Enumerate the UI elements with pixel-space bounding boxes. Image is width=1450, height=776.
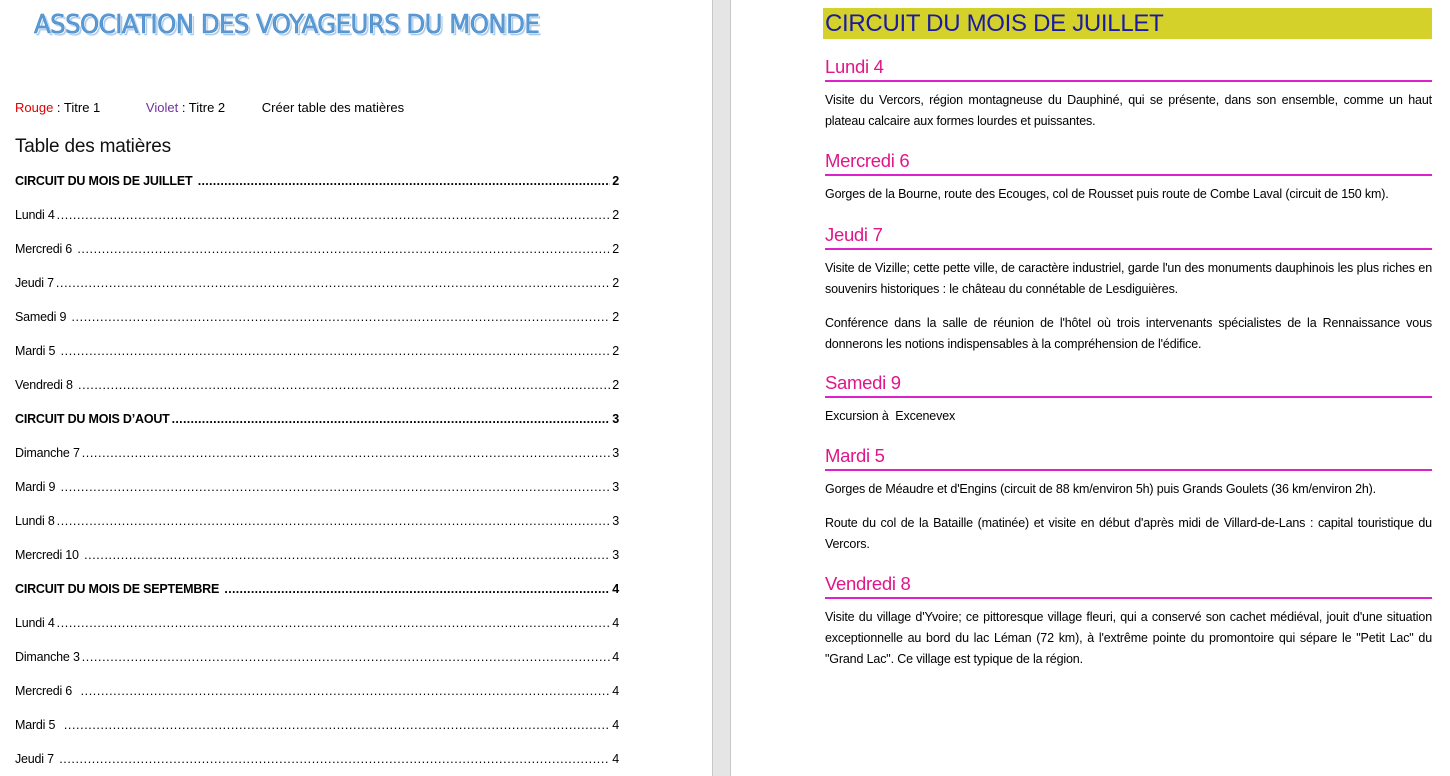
toc-heading: Table des matières xyxy=(15,136,171,157)
toc-page-number[interactable]: 3 xyxy=(612,446,619,460)
toc-page-number[interactable]: 2 xyxy=(612,174,619,188)
toc-entry-label[interactable]: CIRCUIT DU MOIS D’AOUT xyxy=(15,412,170,426)
toc-entry-label[interactable]: Dimanche 3 xyxy=(15,650,80,664)
toc-page-number[interactable]: 2 xyxy=(612,242,619,256)
toc-entry-label[interactable]: Mardi 5 xyxy=(15,718,62,732)
toc-dot-leader xyxy=(59,750,610,768)
day-heading[interactable]: Jeudi 7 xyxy=(825,224,1432,250)
toc-dot-leader xyxy=(61,342,611,360)
toc-page-number[interactable]: 4 xyxy=(612,582,619,596)
toc-dot-leader xyxy=(64,716,610,734)
toc-entry-title2[interactable] xyxy=(15,716,619,750)
toc-page-number[interactable]: 4 xyxy=(612,752,619,766)
legend-rouge-label: Rouge xyxy=(15,100,54,115)
toc-page-number[interactable]: 3 xyxy=(612,480,619,494)
toc-dot-leader xyxy=(57,512,611,530)
toc-page-number[interactable]: 4 xyxy=(612,650,619,664)
legend-violet xyxy=(146,100,225,115)
toc-dot-leader xyxy=(81,682,611,700)
toc-entry-label[interactable]: Lundi 4 xyxy=(15,208,55,222)
legend-rouge-text: : Titre 1 xyxy=(53,100,101,115)
style-legend xyxy=(15,100,404,115)
toc-entry-title1[interactable] xyxy=(15,172,619,206)
toc-entry-label[interactable]: Lundi 8 xyxy=(15,514,55,528)
toc-page-number[interactable]: 2 xyxy=(612,276,619,290)
toc-entry-title2[interactable] xyxy=(15,206,619,240)
day-description[interactable]: Gorges de la Bourne, route des Ecouges, col de Rousset puis route de Combe Laval (circuit de 150 km). xyxy=(825,187,1389,201)
day-heading[interactable]: Mercredi 6 xyxy=(825,150,1432,176)
toc-dot-leader xyxy=(224,580,610,598)
toc-entry-title2[interactable] xyxy=(15,478,619,512)
legend-rouge xyxy=(15,100,100,115)
day-description[interactable]: Visite du Vercors, région montagneuse du Dauphiné, qui se présente, dans son ensemble, comme un haut plateau calcaire aux formes lourdes et puissantes. xyxy=(825,93,1436,128)
toc-dot-leader xyxy=(82,444,611,462)
toc-entry-label[interactable]: Jeudi 7 xyxy=(15,752,58,766)
toc-dot-leader xyxy=(61,478,611,496)
toc-entry-title2[interactable] xyxy=(15,240,619,274)
toc-dot-leader xyxy=(57,206,611,224)
day-section xyxy=(825,224,1436,355)
day-section xyxy=(825,56,1436,132)
page-separator xyxy=(712,0,731,776)
day-description[interactable]: Visite de Vizille; cette pette ville, de caractère industriel, garde l'un des monuments dauphinois les plus riches en souvenirs historiques : le château du connétable de Lesdiguières. xyxy=(825,261,1436,296)
day-description[interactable]: Excursion à Excenevex xyxy=(825,409,956,423)
toc-page-number[interactable]: 4 xyxy=(612,616,619,630)
page-1[interactable] xyxy=(0,0,712,776)
toc-entry-label[interactable]: Mercredi 6 xyxy=(15,684,79,698)
day-section xyxy=(825,573,1436,670)
toc-page-number[interactable]: 2 xyxy=(612,344,619,358)
toc-dot-leader xyxy=(71,308,610,326)
toc-entry-title1[interactable] xyxy=(15,410,619,444)
day-section xyxy=(825,445,1436,555)
toc-entry-title2[interactable] xyxy=(15,750,619,776)
toc-page-number[interactable]: 4 xyxy=(612,718,619,732)
day-description[interactable]: Gorges de Méaudre et d'Engins (circuit de 88 km/environ 5h) puis Grands Goulets (36 km/environ 2h). xyxy=(825,482,1377,496)
toc-entry-label[interactable]: Mercredi 6 xyxy=(15,242,76,256)
document-title[interactable]: ASSOCIATION DES VOYAGEURS DU MONDE xyxy=(34,10,540,40)
toc-entry-title2[interactable] xyxy=(15,546,619,580)
day-heading[interactable]: Mardi 5 xyxy=(825,445,1432,471)
toc-entry-title2[interactable] xyxy=(15,682,619,716)
legend-violet-text: : Titre 2 xyxy=(178,100,226,115)
day-description[interactable]: Route du col de la Bataille (matinée) et visite en début d'après midi de Villard-de-Lans : capital touristique du Vercors. xyxy=(825,516,1436,551)
day-heading[interactable]: Lundi 4 xyxy=(825,56,1432,82)
toc-dot-leader xyxy=(77,240,610,258)
toc-entry-label[interactable]: Samedi 9 xyxy=(15,310,70,324)
toc-entry-label[interactable]: CIRCUIT DU MOIS DE SEPTEMBRE xyxy=(15,582,223,596)
toc-page-number[interactable]: 2 xyxy=(612,378,619,392)
toc-entry-title2[interactable] xyxy=(15,444,619,478)
circuit-title-banner[interactable]: CIRCUIT DU MOIS DE JUILLET xyxy=(823,8,1432,39)
toc-entry-label[interactable]: Mercredi 10 xyxy=(15,548,83,562)
toc-dot-leader xyxy=(82,648,611,666)
day-description[interactable]: Visite du village d'Yvoire; ce pittoresque village fleuri, qui a conservé son cachet médiéval, jouit d'une situation exceptionnelle au bord du lac Léman (72 km), à l'extrême pointe du promontoire qui sépare le "Petit Lac" du "Grand Lac". Ce village est typique de la région. xyxy=(825,610,1436,666)
toc-entry-label[interactable]: Dimanche 7 xyxy=(15,446,80,460)
toc-page-number[interactable]: 3 xyxy=(612,514,619,528)
toc-entry-title2[interactable] xyxy=(15,342,619,376)
toc-entry-title2[interactable] xyxy=(15,308,619,342)
toc-dot-leader xyxy=(84,546,610,564)
toc-entry-label[interactable]: Mardi 9 xyxy=(15,480,59,494)
day-section xyxy=(825,372,1432,427)
legend-violet-label: Violet xyxy=(145,100,179,115)
toc-entry-label[interactable]: Lundi 4 xyxy=(15,616,55,630)
toc-entry-title2[interactable] xyxy=(15,614,619,648)
table-of-contents xyxy=(15,172,619,776)
toc-entry-title2[interactable] xyxy=(15,376,619,410)
toc-entry-label[interactable]: Mardi 5 xyxy=(15,344,59,358)
toc-dot-leader xyxy=(56,274,610,292)
toc-entry-title2[interactable] xyxy=(15,648,619,682)
toc-entry-label[interactable]: Vendredi 8 xyxy=(15,378,77,392)
toc-page-number[interactable]: 2 xyxy=(612,310,619,324)
toc-dot-leader xyxy=(57,614,611,632)
toc-dot-leader xyxy=(78,376,610,394)
day-description[interactable]: Conférence dans la salle de réunion de l'hôtel où trois intervenants spécialistes de la Rennaissance vous donnerons les notions indispensables à la compréhension de l'édifice. xyxy=(825,316,1436,351)
toc-dot-leader xyxy=(198,172,611,190)
toc-entry-label[interactable]: Jeudi 7 xyxy=(15,276,54,290)
toc-page-number[interactable]: 3 xyxy=(612,548,619,562)
day-heading[interactable]: Vendredi 8 xyxy=(825,573,1432,599)
toc-entry-title2[interactable] xyxy=(15,274,619,308)
day-heading[interactable]: Samedi 9 xyxy=(825,372,1432,398)
toc-entry-label[interactable]: CIRCUIT DU MOIS DE JUILLET xyxy=(15,174,196,188)
toc-entry-title2[interactable] xyxy=(15,512,619,546)
day-section xyxy=(825,150,1432,205)
toc-page-number[interactable]: 2 xyxy=(612,208,619,222)
toc-entry-title1[interactable] xyxy=(15,580,619,614)
legend-instruction: Créer table des matières xyxy=(261,100,405,115)
toc-dot-leader xyxy=(172,410,611,428)
toc-page-number[interactable]: 3 xyxy=(612,412,619,426)
page-2[interactable] xyxy=(731,0,1450,776)
toc-page-number[interactable]: 4 xyxy=(612,684,619,698)
